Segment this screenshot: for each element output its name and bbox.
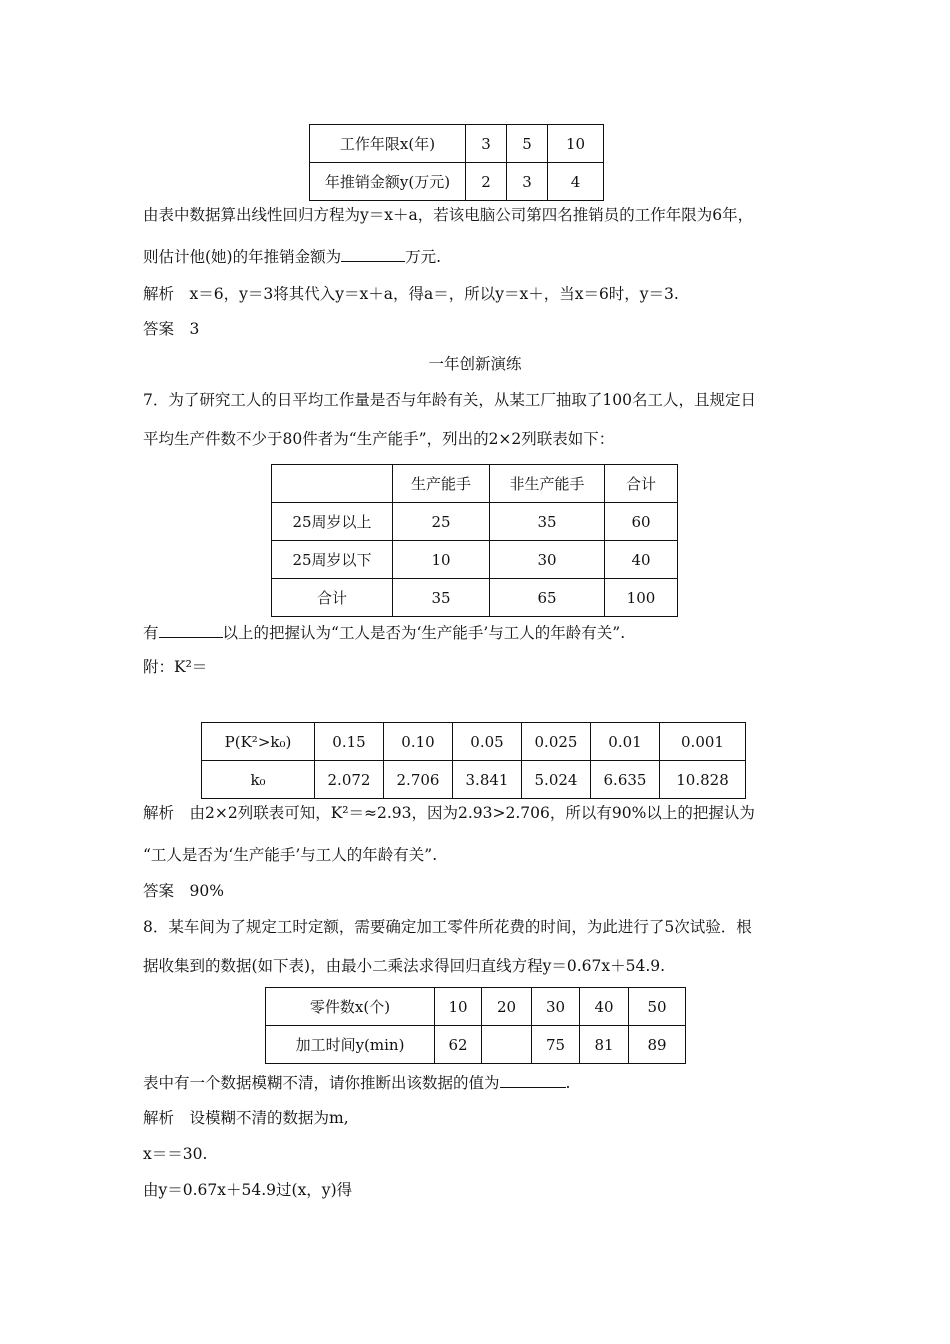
answer-blank <box>500 1072 566 1088</box>
p7-text2: 平均生产件数不少于80件者为“生产能手”，列出的2×2列联表如下： <box>143 430 615 448</box>
table-cell: 0.025 <box>522 723 591 761</box>
p8-analysis2: x＝＝30. <box>143 1145 208 1163</box>
table-cell: 2.706 <box>384 761 453 799</box>
table-cell: 50 <box>629 988 686 1026</box>
table-cell: 30 <box>532 988 580 1026</box>
table-cell: 工作年限x(年) <box>310 125 466 163</box>
table-cell: k₀ <box>202 761 315 799</box>
p7-analysis1: 解析 由2×2列联表可知，K²＝≈2.93，因为2.93>2.706，所以有90%以上的把握认为 <box>143 804 755 822</box>
table-row <box>266 1026 686 1064</box>
table-cell: 10 <box>393 541 490 579</box>
table-cell: 4 <box>548 163 604 201</box>
p6-text1: 由表中数据算出线性回归方程为y＝x＋a，若该电脑公司第四名推销员的工作年限为6年， <box>143 206 754 224</box>
table-cell: 2.072 <box>315 761 384 799</box>
table-cell: 25 <box>393 503 490 541</box>
p6-text2a: 则估计他(她)的年推销金额为 <box>143 248 342 266</box>
table-cell: 20 <box>482 988 532 1026</box>
table-cell: 合计 <box>605 465 678 503</box>
p6-answer: 答案 3 <box>143 320 200 338</box>
p8-text1: 8．某车间为了规定工时定额，需要确定加工零件所花费的时间，为此进行了5次试验．根 <box>143 918 752 936</box>
p6-analysis: 解析 x＝6，y＝3将其代入y＝x＋a，得a＝，所以y＝x＋，当x＝6时，y＝3. <box>143 285 679 303</box>
table-cell: 65 <box>490 579 605 617</box>
table-cell: 25周岁以上 <box>272 503 393 541</box>
table-cell: 年推销金额y(万元) <box>310 163 466 201</box>
table-cell: 零件数x(个) <box>266 988 435 1026</box>
p8-text2: 据收集到的数据(如下表)，由最小二乘法求得回归直线方程y＝0.67x＋54.9. <box>143 957 666 975</box>
table-cell: 0.10 <box>384 723 453 761</box>
p8-text3b: . <box>565 1074 571 1092</box>
table-row <box>272 579 678 617</box>
table-critical-values <box>201 722 746 799</box>
table-contingency <box>271 464 678 617</box>
table-cell: 25周岁以下 <box>272 541 393 579</box>
table-cell: 生产能手 <box>393 465 490 503</box>
table-cell: 3 <box>466 125 507 163</box>
table-cell: 加工时间y(min) <box>266 1026 435 1064</box>
table-cell: 40 <box>580 988 629 1026</box>
p6-text2b: 万元. <box>405 248 442 266</box>
table-cell: 10 <box>548 125 604 163</box>
table-cell <box>272 465 393 503</box>
table-row <box>310 125 604 163</box>
table-cell: 81 <box>580 1026 629 1064</box>
table-work-years <box>309 124 604 201</box>
table-cell: 0.01 <box>591 723 660 761</box>
table-row <box>310 163 604 201</box>
table-cell: 6.635 <box>591 761 660 799</box>
table-cell: 合计 <box>272 579 393 617</box>
table-row <box>202 761 746 799</box>
p8-text3a: 表中有一个数据模糊不清，请你推断出该数据的值为 <box>143 1074 500 1092</box>
table-parts-time <box>265 987 686 1064</box>
p6-text2 <box>143 246 441 267</box>
table-row <box>202 723 746 761</box>
p8-text3 <box>143 1072 570 1093</box>
table-cell: 62 <box>435 1026 482 1064</box>
answer-blank <box>341 246 405 262</box>
table-row <box>272 465 678 503</box>
table-row <box>266 988 686 1026</box>
p8-analysis1: 解析 设模糊不清的数据为m, <box>143 1109 349 1127</box>
table-cell: 60 <box>605 503 678 541</box>
table-cell: 35 <box>393 579 490 617</box>
p7-text3a: 有 <box>143 624 159 642</box>
table-cell: 75 <box>532 1026 580 1064</box>
table-cell <box>482 1026 532 1064</box>
table-cell: 3.841 <box>453 761 522 799</box>
p8-analysis3: 由y＝0.67x＋54.9过(x，y)得 <box>143 1181 353 1199</box>
table-cell: 5 <box>507 125 548 163</box>
table-cell: 10 <box>435 988 482 1026</box>
table-cell: 10.828 <box>660 761 746 799</box>
table-cell: 0.15 <box>315 723 384 761</box>
table-cell: 0.001 <box>660 723 746 761</box>
table-cell: 5.024 <box>522 761 591 799</box>
table-cell: 89 <box>629 1026 686 1064</box>
table-cell: 0.05 <box>453 723 522 761</box>
p7-text1: 7．为了研究工人的日平均工作量是否与年龄有关，从某工厂抽取了100名工人，且规定日 <box>143 391 756 409</box>
section-title: 一年创新演练 <box>428 355 522 373</box>
answer-blank <box>159 622 223 638</box>
table-cell: 100 <box>605 579 678 617</box>
table-cell: 30 <box>490 541 605 579</box>
table-cell: 3 <box>507 163 548 201</box>
table-cell: 35 <box>490 503 605 541</box>
p7-analysis2: “工人是否为‘生产能手’与工人的年龄有关”. <box>143 846 438 864</box>
p7-text3b: 以上的把握认为“工人是否为‘生产能手’与工人的年龄有关”. <box>222 624 626 642</box>
table-cell: 40 <box>605 541 678 579</box>
table-cell: 非生产能手 <box>490 465 605 503</box>
table-cell: P(K²>k₀) <box>202 723 315 761</box>
table-row <box>272 541 678 579</box>
table-cell: 2 <box>466 163 507 201</box>
table-row <box>272 503 678 541</box>
p7-answer: 答案 90% <box>143 882 224 900</box>
p7-text4: 附：K²＝ <box>143 658 208 676</box>
p7-text3 <box>143 622 625 643</box>
